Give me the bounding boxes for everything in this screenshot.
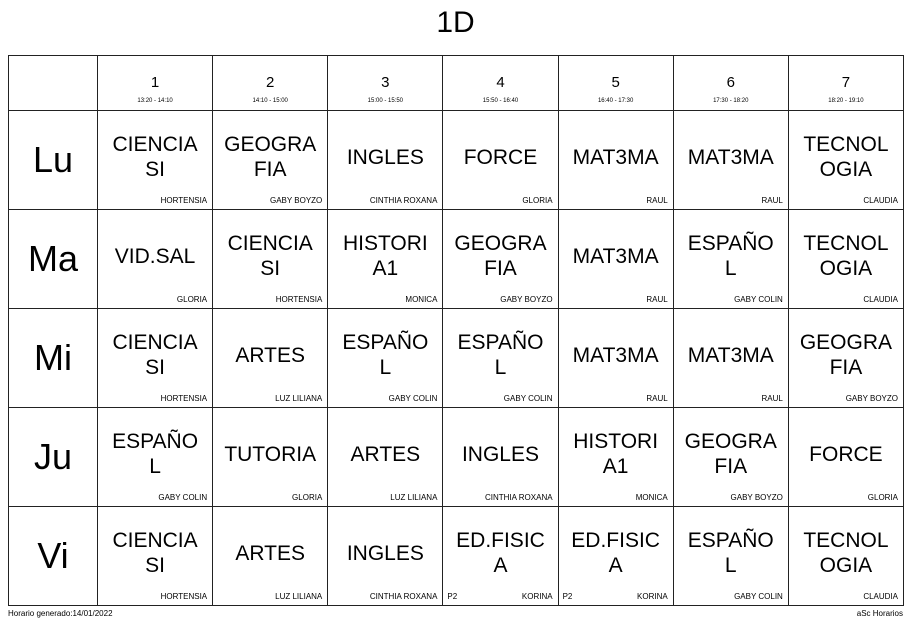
subject-name: TECNOL OGIA xyxy=(803,529,889,577)
group-label: P2 xyxy=(447,592,458,601)
subject-name: CIENCIA SI xyxy=(112,529,198,577)
day-row xyxy=(9,309,904,408)
lesson-cell xyxy=(328,111,443,210)
period-number: 1 xyxy=(150,74,160,91)
teacher-name: GABY COLIN xyxy=(734,592,783,601)
group-label: P2 xyxy=(562,592,573,601)
lesson-cell xyxy=(98,309,213,408)
teacher-name: GABY COLIN xyxy=(388,394,438,403)
lesson-cell xyxy=(443,408,558,507)
teacher-name: GABY BOYZO xyxy=(730,493,783,502)
day-label: Lu xyxy=(9,111,98,210)
subject-name: CIENCIA SI xyxy=(227,232,313,280)
lesson-cell xyxy=(788,408,903,507)
teacher-name: LUZ LILIANA xyxy=(275,394,323,403)
period-time: 15:50 - 16:40 xyxy=(482,98,519,104)
subject-name: ED.FISIC A xyxy=(571,529,660,577)
lesson-cell xyxy=(213,507,328,606)
lesson-cell xyxy=(673,408,788,507)
subject-name: ARTES xyxy=(235,541,306,565)
teacher-name: GABY COLIN xyxy=(734,295,783,304)
lesson-cell xyxy=(788,210,903,309)
subject-name: GEOGRA FIA xyxy=(799,331,893,379)
period-header xyxy=(788,56,903,111)
subject-name: ESPAÑO L xyxy=(457,331,544,379)
teacher-name: HORTENSIA xyxy=(160,394,208,403)
subject-name: HISTORI A1 xyxy=(342,232,428,280)
period-time: 16:40 - 17:30 xyxy=(597,98,634,104)
subject-name: MAT3MA xyxy=(687,145,774,169)
lesson-cell xyxy=(673,507,788,606)
teacher-name: RAUL xyxy=(646,196,668,205)
day-label: Vi xyxy=(9,507,98,606)
period-number: 5 xyxy=(611,74,620,91)
teacher-name: LUZ LILIANA xyxy=(275,592,323,601)
lesson-cell xyxy=(98,111,213,210)
lesson-cell xyxy=(673,210,788,309)
period-header xyxy=(328,56,443,111)
day-row xyxy=(9,210,904,309)
lesson-cell xyxy=(788,309,903,408)
teacher-name: CLAUDIA xyxy=(863,592,898,601)
lesson-cell xyxy=(328,507,443,606)
subject-name: ESPAÑO L xyxy=(112,430,199,478)
lesson-cell xyxy=(788,507,903,606)
lesson-cell xyxy=(558,111,673,210)
subject-name: ARTES xyxy=(350,442,421,466)
subject-name: MAT3MA xyxy=(687,343,774,367)
teacher-name: HORTENSIA xyxy=(160,196,208,205)
teacher-name: HORTENSIA xyxy=(160,592,208,601)
teacher-name: GABY BOYZO xyxy=(500,295,553,304)
period-header-row xyxy=(9,56,904,111)
period-header xyxy=(213,56,328,111)
teacher-name: GLORIA xyxy=(176,295,208,304)
teacher-name: GLORIA xyxy=(292,493,323,502)
lesson-cell xyxy=(328,210,443,309)
lesson-cell xyxy=(328,408,443,507)
period-header xyxy=(98,56,213,111)
subject-name: TECNOL OGIA xyxy=(803,232,889,280)
lesson-cell xyxy=(213,111,328,210)
teacher-name: MONICA xyxy=(635,493,668,502)
teacher-name: CINTHIA ROXANA xyxy=(369,196,438,205)
subject-name: ESPAÑO L xyxy=(687,232,774,280)
subject-name: ARTES xyxy=(235,343,306,367)
subject-name: FORCE xyxy=(809,442,883,466)
day-row xyxy=(9,507,904,606)
period-header xyxy=(443,56,558,111)
subject-name: INGLES xyxy=(346,145,424,169)
lesson-cell xyxy=(443,111,558,210)
teacher-name: HORTENSIA xyxy=(275,295,323,304)
period-number: 6 xyxy=(726,74,735,91)
subject-name: INGLES xyxy=(346,541,424,565)
lesson-cell xyxy=(98,507,213,606)
subject-name: ED.FISIC A xyxy=(456,529,545,577)
period-number: 2 xyxy=(266,74,275,91)
teacher-name: GABY COLIN xyxy=(158,493,208,502)
subject-name: TECNOL OGIA xyxy=(803,133,889,181)
teacher-name: RAUL xyxy=(646,394,668,403)
teacher-name: GABY BOYZO xyxy=(269,196,323,205)
day-label: Ju xyxy=(9,408,98,507)
lesson-cell xyxy=(558,309,673,408)
teacher-name: GLORIA xyxy=(522,196,553,205)
teacher-name: MONICA xyxy=(405,295,438,304)
subject-name: ESPAÑO L xyxy=(342,331,429,379)
subject-name: CIENCIA SI xyxy=(112,133,198,181)
lesson-cell xyxy=(788,111,903,210)
lesson-cell xyxy=(558,210,673,309)
lesson-cell xyxy=(328,309,443,408)
teacher-name: RAUL xyxy=(761,394,783,403)
period-header xyxy=(673,56,788,111)
teacher-name: KORINA xyxy=(521,592,553,601)
period-number: 4 xyxy=(496,74,505,91)
period-time: 14:10 - 15:00 xyxy=(252,98,288,104)
teacher-name: CLAUDIA xyxy=(863,196,898,205)
teacher-name: RAUL xyxy=(646,295,668,304)
lesson-cell xyxy=(213,408,328,507)
lesson-cell xyxy=(558,408,673,507)
teacher-name: CLAUDIA xyxy=(863,295,898,304)
period-time: 17:30 - 18:20 xyxy=(713,98,749,104)
subject-name: GEOGRA FIA xyxy=(684,430,777,478)
day-label: Mi xyxy=(9,309,98,408)
subject-name: FORCE xyxy=(463,145,538,169)
subject-name: HISTORI A1 xyxy=(573,430,659,478)
period-number: 3 xyxy=(381,74,390,91)
subject-name: ESPAÑO L xyxy=(687,529,774,577)
teacher-name: GABY COLIN xyxy=(503,394,553,403)
corner-cell xyxy=(9,56,98,111)
lesson-cell xyxy=(98,210,213,309)
period-time: 18:20 - 19:10 xyxy=(828,98,864,104)
subject-name: TUTORIA xyxy=(224,442,317,466)
lesson-cell xyxy=(213,210,328,309)
teacher-name: GLORIA xyxy=(867,493,898,502)
period-time: 15:00 - 15:50 xyxy=(367,98,404,104)
lesson-cell xyxy=(98,408,213,507)
teacher-name: LUZ LILIANA xyxy=(390,493,438,502)
teacher-name: RAUL xyxy=(761,196,783,205)
software-credit: aSc Horarios xyxy=(856,609,903,618)
teacher-name: KORINA xyxy=(637,592,668,601)
teacher-name: GABY BOYZO xyxy=(845,394,898,403)
generated-date: Horario generado:14/01/2022 xyxy=(8,609,113,618)
teacher-name: CINTHIA ROXANA xyxy=(369,592,438,601)
subject-name: GEOGRA FIA xyxy=(224,133,317,181)
lesson-cell xyxy=(443,210,558,309)
period-time: 13:20 - 14:10 xyxy=(137,98,173,104)
timetable-title: 1D xyxy=(436,6,475,39)
lesson-cell xyxy=(673,309,788,408)
timetable-grid xyxy=(8,55,904,606)
period-number: 7 xyxy=(841,74,851,91)
subject-name: MAT3MA xyxy=(572,343,659,367)
lesson-cell xyxy=(558,507,673,606)
lesson-cell xyxy=(443,309,558,408)
lesson-cell xyxy=(673,111,788,210)
subject-name: MAT3MA xyxy=(572,244,659,268)
day-label: Ma xyxy=(9,210,98,309)
subject-name: INGLES xyxy=(461,442,539,466)
subject-name: VID.SAL xyxy=(114,244,196,268)
day-row xyxy=(9,111,904,210)
subject-name: MAT3MA xyxy=(572,145,659,169)
subject-name: CIENCIA SI xyxy=(112,331,198,379)
lesson-cell xyxy=(443,507,558,606)
lesson-cell xyxy=(213,309,328,408)
teacher-name: CINTHIA ROXANA xyxy=(484,493,553,502)
period-header xyxy=(558,56,673,111)
day-row xyxy=(9,408,904,507)
subject-name: GEOGRA FIA xyxy=(454,232,547,280)
